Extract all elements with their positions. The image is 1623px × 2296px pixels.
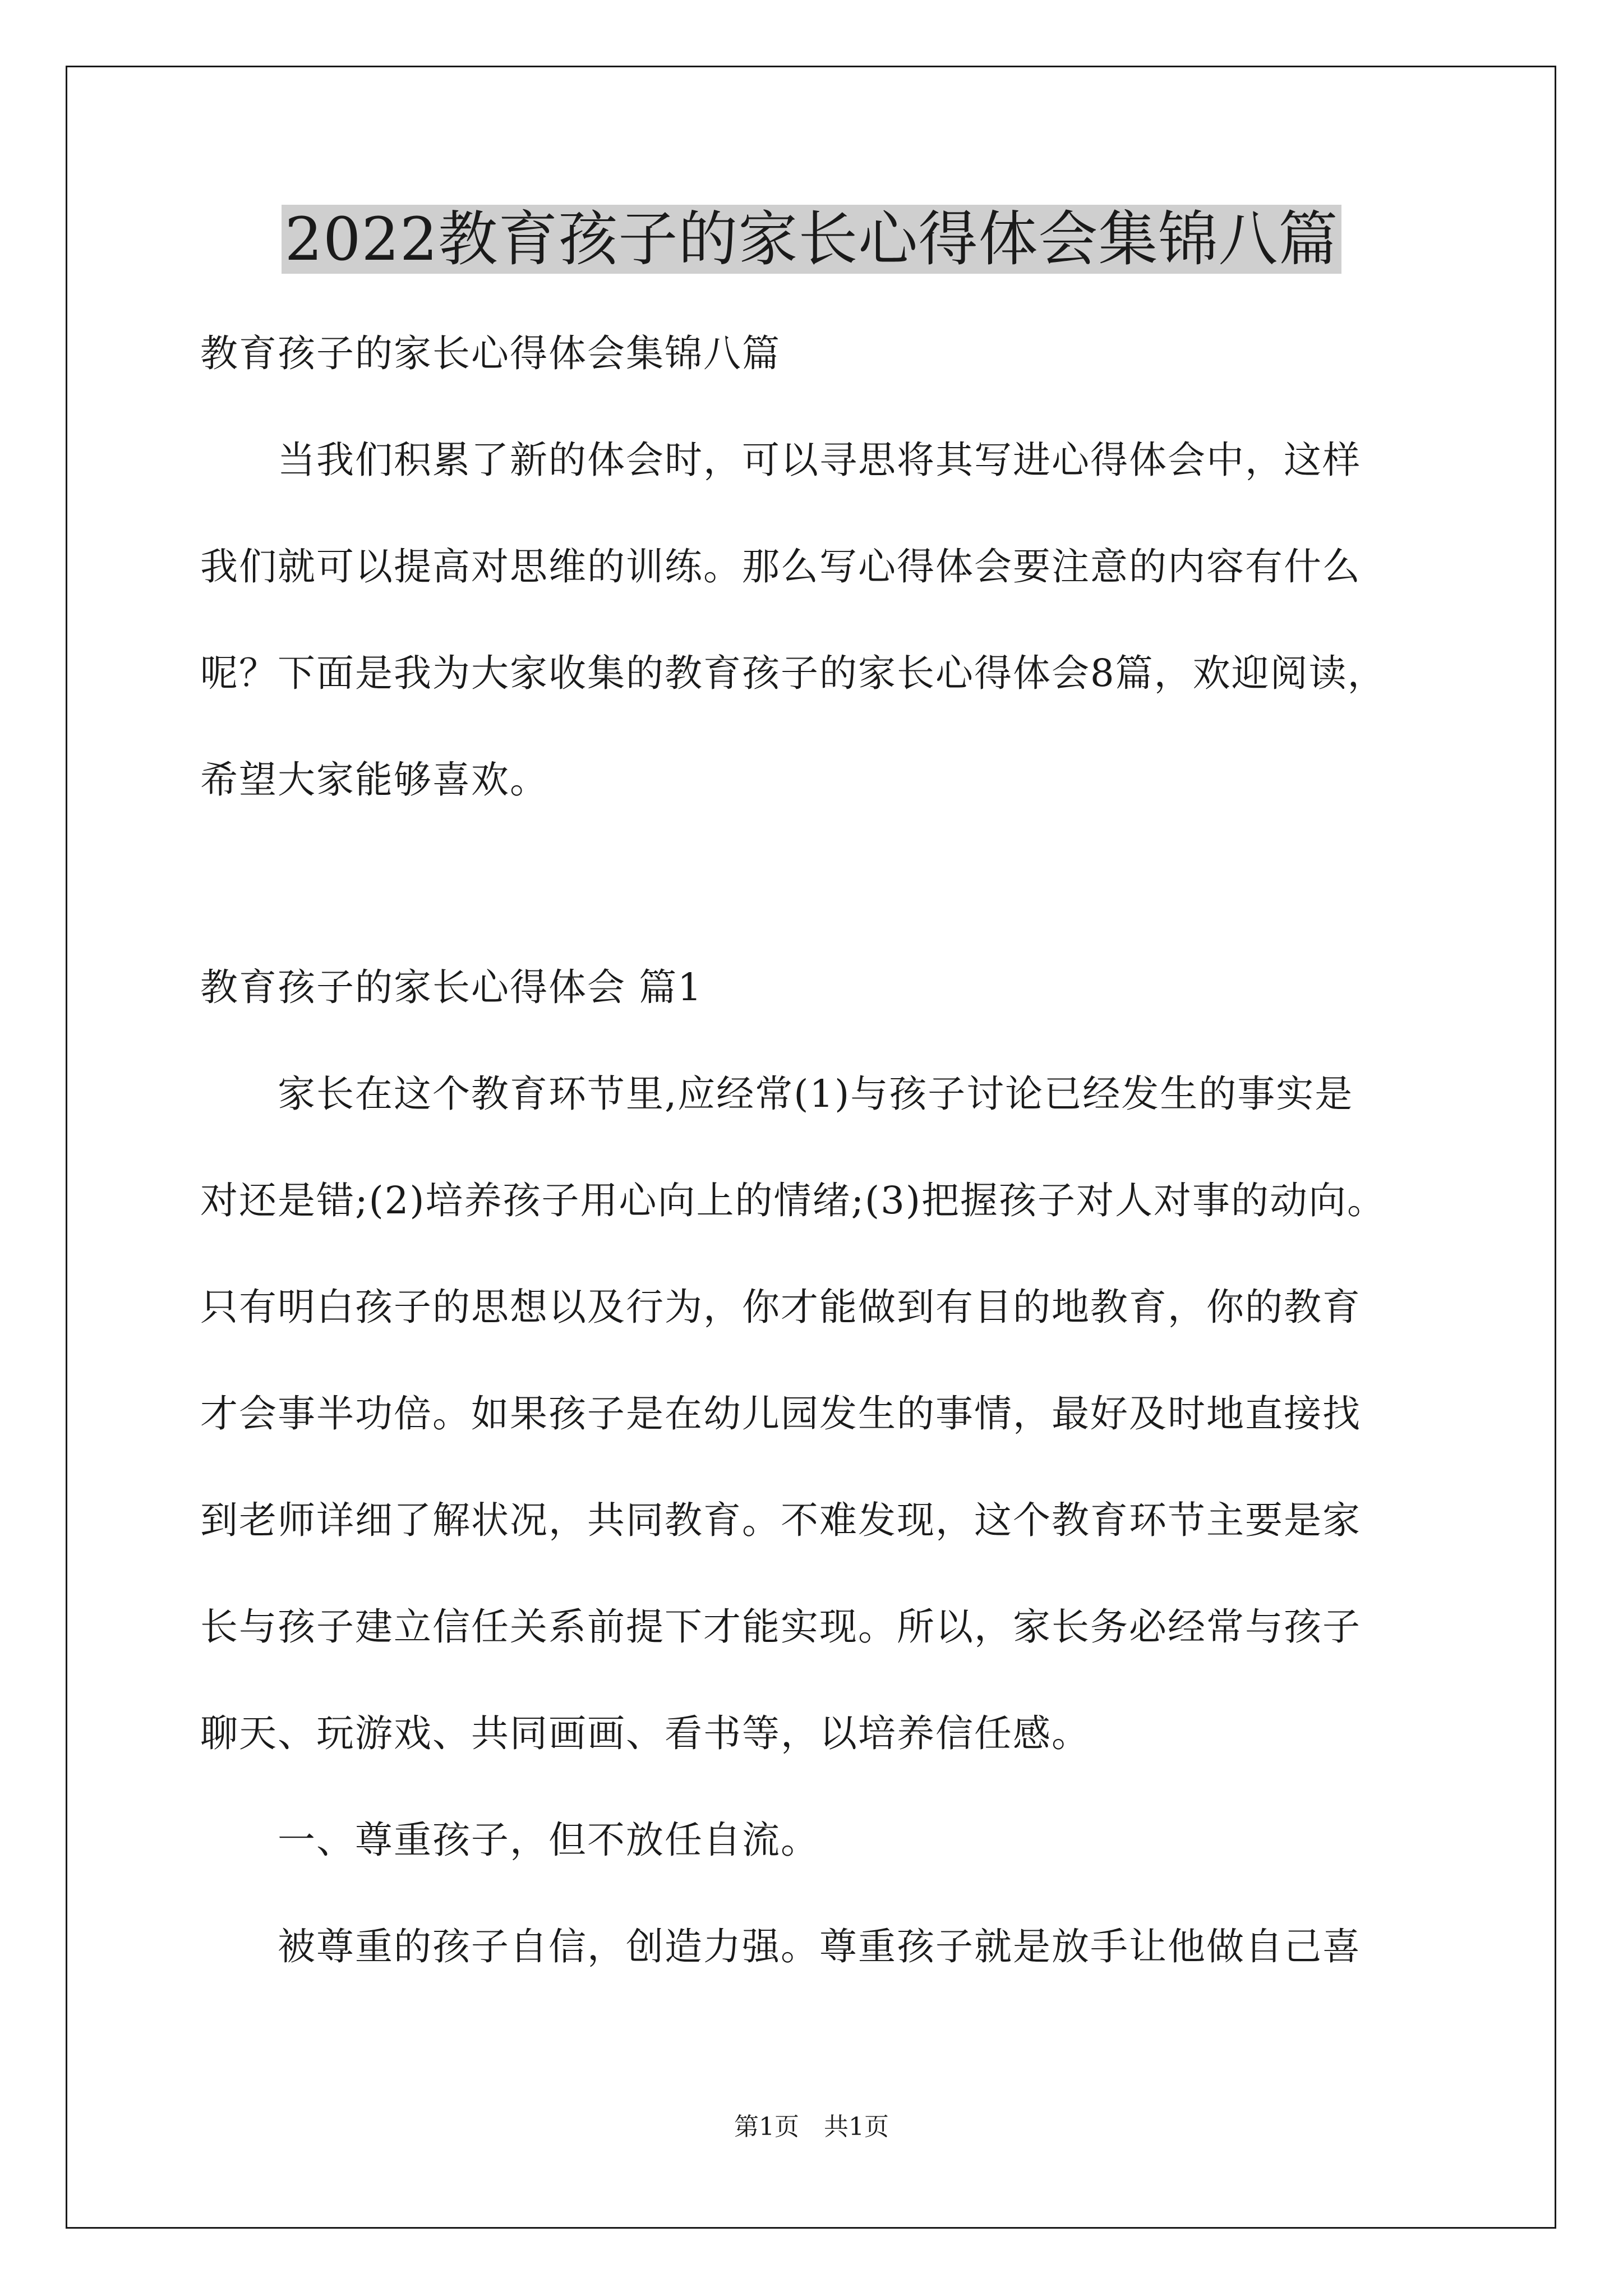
body-paragraph-line: 才会事半功倍。如果孩子是在幼儿园发生的事情，最好及时地直接找	[200, 1392, 1361, 1435]
page-number-footer: 第1页 共1页	[734, 2113, 889, 2141]
body-paragraph-line: 到老师详细了解状况，共同教育。不难发现，这个教育环节主要是家	[200, 1498, 1361, 1542]
page-border	[66, 66, 1556, 2229]
body-paragraph-line: 家长在这个教育环节里,应经常(1)与孩子讨论已经发生的事实是	[200, 1072, 1354, 1116]
body-paragraph-line: 只有明白孩子的思想以及行为，你才能做到有目的地教育，你的教育	[200, 1285, 1361, 1329]
section-heading: 教育孩子的家长心得体会 篇1	[200, 965, 703, 1009]
intro-paragraph-line: 呢？下面是我为大家收集的教育孩子的家长心得体会8篇，欢迎阅读，	[200, 651, 1386, 695]
document-title	[0, 197, 1623, 282]
subtitle-line: 教育孩子的家长心得体会集锦八篇	[200, 332, 781, 375]
intro-paragraph-line: 我们就可以提高对思维的训练。那么写心得体会要注意的内容有什么	[200, 545, 1361, 588]
body-paragraph-line: 被尊重的孩子自信，创造力强。尊重孩子就是放手让他做自己喜	[200, 1925, 1361, 1968]
body-paragraph-line: 对还是错;(2)培养孩子用心向上的情绪;(3)把握孩子对人对事的动向。	[200, 1179, 1386, 1222]
intro-paragraph-line: 希望大家能够喜欢。	[200, 758, 548, 802]
intro-paragraph-line: 当我们积累了新的体会时，可以寻思将其写进心得体会中，这样	[200, 438, 1361, 482]
body-paragraph-line: 长与孩子建立信任关系前提下才能实现。所以，家长务必经常与孩子	[200, 1605, 1361, 1649]
body-paragraph-line: 一、尊重孩子，但不放任自流。	[200, 1818, 819, 1862]
document-title-text: 2022教育孩子的家长心得体会集锦八篇	[282, 205, 1342, 274]
body-paragraph-line: 聊天、玩游戏、共同画画、看书等，以培养信任感。	[200, 1711, 1090, 1755]
